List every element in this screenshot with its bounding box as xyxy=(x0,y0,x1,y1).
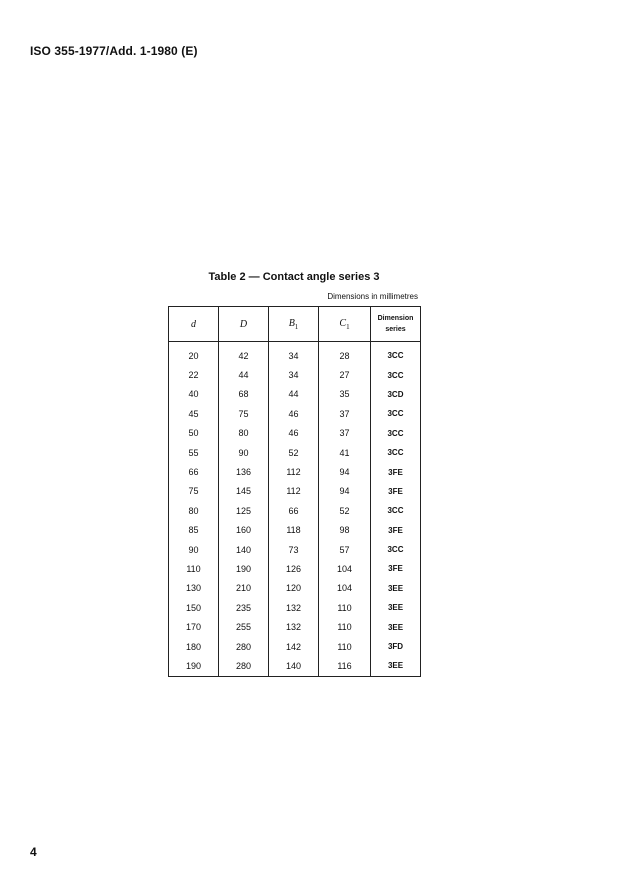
cell-d: 40 xyxy=(169,385,219,404)
cell-c1: 94 xyxy=(319,482,371,501)
column-header-dimension-series: Dimension series xyxy=(371,307,421,342)
cell-b1: 112 xyxy=(269,462,319,481)
table-row xyxy=(169,617,421,636)
cell-series: 3FE xyxy=(371,482,421,501)
cell-series: 3CC xyxy=(371,342,421,366)
cell-series: 3EE xyxy=(371,598,421,617)
table-row xyxy=(169,385,421,404)
table-row xyxy=(169,540,421,559)
column-header-D: D xyxy=(219,307,269,342)
cell-b1: 118 xyxy=(269,521,319,540)
cell-d: 170 xyxy=(169,617,219,636)
cell-d: 160 xyxy=(219,521,269,540)
cell-d: 55 xyxy=(169,443,219,462)
cell-series: 3FE xyxy=(371,462,421,481)
dimensions-table xyxy=(168,306,421,677)
cell-d: 45 xyxy=(169,404,219,423)
cell-b1: 140 xyxy=(269,656,319,676)
cell-d: 80 xyxy=(219,424,269,443)
table-row xyxy=(169,598,421,617)
column-header-C1: $C_1$ xyxy=(319,307,371,342)
table-row xyxy=(169,482,421,501)
table-header-row xyxy=(169,307,421,342)
cell-series: 3CC xyxy=(371,404,421,423)
cell-b1: 44 xyxy=(269,385,319,404)
cell-d: 42 xyxy=(219,342,269,366)
cell-b1: 142 xyxy=(269,637,319,656)
cell-b1: 126 xyxy=(269,559,319,578)
table-row xyxy=(169,521,421,540)
cell-d: 80 xyxy=(169,501,219,520)
cell-d: 180 xyxy=(169,637,219,656)
cell-d: 190 xyxy=(169,656,219,676)
table-row xyxy=(169,424,421,443)
cell-c1: 37 xyxy=(319,404,371,423)
document-header: ISO 355-1977/Add. 1-1980 (E) xyxy=(30,44,198,58)
table-row xyxy=(169,365,421,384)
cell-series: 3CD xyxy=(371,385,421,404)
cell-b1: 34 xyxy=(269,365,319,384)
cell-d: 90 xyxy=(169,540,219,559)
cell-d: 150 xyxy=(169,598,219,617)
table-row xyxy=(169,443,421,462)
cell-d: 125 xyxy=(219,501,269,520)
cell-c1: 28 xyxy=(319,342,371,366)
table-row xyxy=(169,656,421,676)
cell-series: 3FE xyxy=(371,559,421,578)
cell-c1: 35 xyxy=(319,385,371,404)
cell-c1: 110 xyxy=(319,637,371,656)
cell-b1: 132 xyxy=(269,617,319,636)
table-row xyxy=(169,559,421,578)
cell-d: 66 xyxy=(169,462,219,481)
cell-d: 50 xyxy=(169,424,219,443)
column-header-d: d xyxy=(169,307,219,342)
table-row xyxy=(169,579,421,598)
table-row xyxy=(169,404,421,423)
cell-d: 44 xyxy=(219,365,269,384)
cell-d: 68 xyxy=(219,385,269,404)
column-header-B1: $B_1$ xyxy=(269,307,319,342)
table-row xyxy=(169,501,421,520)
cell-series: 3EE xyxy=(371,656,421,676)
cell-series: 3EE xyxy=(371,617,421,636)
cell-b1: 120 xyxy=(269,579,319,598)
cell-d: 190 xyxy=(219,559,269,578)
table-row xyxy=(169,637,421,656)
cell-c1: 116 xyxy=(319,656,371,676)
cell-series: 3CC xyxy=(371,365,421,384)
cell-c1: 57 xyxy=(319,540,371,559)
cell-series: 3CC xyxy=(371,540,421,559)
cell-d: 22 xyxy=(169,365,219,384)
cell-c1: 37 xyxy=(319,424,371,443)
cell-series: 3FD xyxy=(371,637,421,656)
cell-d: 75 xyxy=(219,404,269,423)
cell-d: 136 xyxy=(219,462,269,481)
units-note: Dimensions in millimetres xyxy=(327,292,418,301)
table-title: Table 2 — Contact angle series 3 xyxy=(208,271,380,283)
cell-b1: 52 xyxy=(269,443,319,462)
cell-d: 90 xyxy=(219,443,269,462)
table-row xyxy=(169,462,421,481)
cell-c1: 98 xyxy=(319,521,371,540)
cell-c1: 27 xyxy=(319,365,371,384)
cell-b1: 46 xyxy=(269,424,319,443)
cell-d: 235 xyxy=(219,598,269,617)
cell-b1: 66 xyxy=(269,501,319,520)
cell-b1: 73 xyxy=(269,540,319,559)
cell-d: 130 xyxy=(169,579,219,598)
table-body xyxy=(169,342,421,677)
cell-d: 280 xyxy=(219,656,269,676)
cell-series: 3CC xyxy=(371,443,421,462)
cell-c1: 110 xyxy=(319,598,371,617)
cell-d: 145 xyxy=(219,482,269,501)
cell-d: 85 xyxy=(169,521,219,540)
cell-d: 75 xyxy=(169,482,219,501)
cell-c1: 110 xyxy=(319,617,371,636)
cell-d: 140 xyxy=(219,540,269,559)
cell-series: 3FE xyxy=(371,521,421,540)
table-row xyxy=(169,342,421,366)
cell-d: 255 xyxy=(219,617,269,636)
cell-d: 110 xyxy=(169,559,219,578)
cell-d: 280 xyxy=(219,637,269,656)
cell-b1: 34 xyxy=(269,342,319,366)
cell-c1: 41 xyxy=(319,443,371,462)
cell-c1: 52 xyxy=(319,501,371,520)
cell-series: 3CC xyxy=(371,424,421,443)
cell-b1: 132 xyxy=(269,598,319,617)
cell-series: 3CC xyxy=(371,501,421,520)
cell-b1: 46 xyxy=(269,404,319,423)
cell-b1: 112 xyxy=(269,482,319,501)
page-number: 4 xyxy=(30,845,37,859)
cell-c1: 94 xyxy=(319,462,371,481)
cell-c1: 104 xyxy=(319,559,371,578)
cell-c1: 104 xyxy=(319,579,371,598)
cell-d: 20 xyxy=(169,342,219,366)
cell-d: 210 xyxy=(219,579,269,598)
cell-series: 3EE xyxy=(371,579,421,598)
